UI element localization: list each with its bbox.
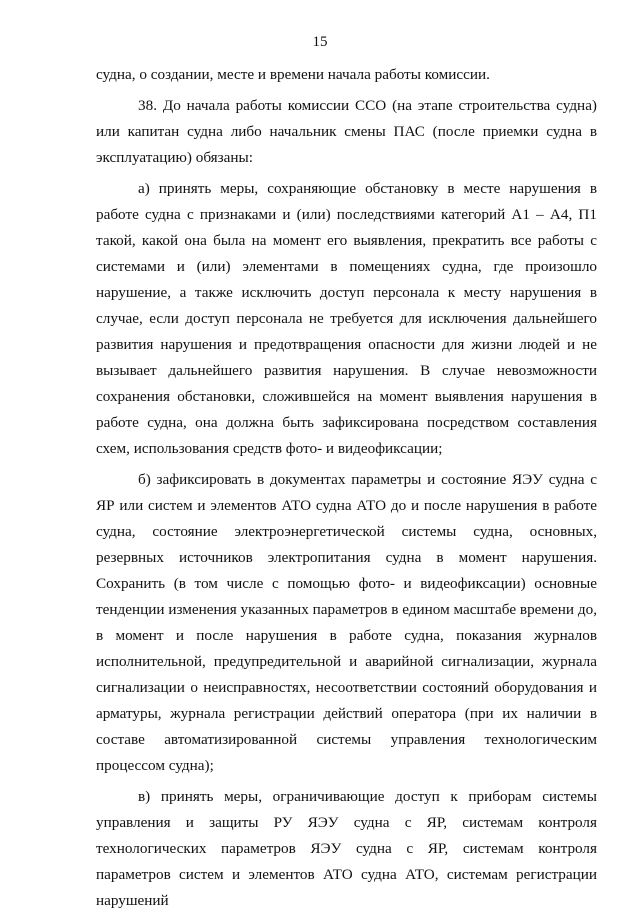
paragraph-subitem-a: а) принять меры, сохраняющие обстановку в месте нарушения в работе судна с признаками и (или) последствиями категорий А1 – А4, П1 такой, какой она была на момент его выявления, прекратить все работы с системами и (или) элементами в помещениях судна, где произошло нарушение, а также исключить доступ персонала к месту нарушения в случае, если доступ персонала не требуется для исключения дальнейшего развития нарушения и предотвращения опасности для жизни людей и не вызывает дальнейшего развития нарушения. В случае невозможности сохранения обстановки, сложившейся на момент выявления нарушения в работе судна, она должна быть зафиксирована посредством составления схем, использования средств фото- и видеофиксации; (96, 180, 597, 457)
document-body (96, 62, 597, 914)
paragraph-subitem-b: б) зафиксировать в документах параметры и состояние ЯЭУ судна с ЯР или систем и элементов АТО судна АТО до и после нарушения в работе судна, состояние электроэнергетической системы судна, основных, резервных источников электропитания судна в момент нарушения. Сохранить (в том числе с помощью фото- и видеофиксации) основные тенденции изменения указанных параметров в едином масштабе времени до, в момент и после нарушения в работе судна, показания журналов исполнительной, предупредительной и аварийной сигнализации, журнала сигнализации о неисправностях, несоответствии состояний оборудования и арматуры, журнала регистрации действий оператора (при их наличии в составе автоматизированной системы управления технологическим процессом судна); (96, 471, 597, 774)
page-number: 15 (312, 34, 328, 50)
paragraph-item-38: 38. До начала работы комиссии ССО (на этапе строительства судна) или капитан судна либо начальник смены ПАС (после приемки судна в эксплуатацию) обязаны: (96, 97, 597, 166)
paragraph-continuation: судна, о создании, месте и времени начала работы комиссии. (96, 66, 490, 83)
paragraph-subitem-v: в) принять меры, ограничивающие доступ к приборам системы управления и защиты РУ ЯЭУ судна с ЯР, системам контроля технологических параметров ЯЭУ судна с ЯР, системам контроля параметров систем и элементов АТО судна АТО, системам регистрации нарушений (96, 788, 597, 909)
